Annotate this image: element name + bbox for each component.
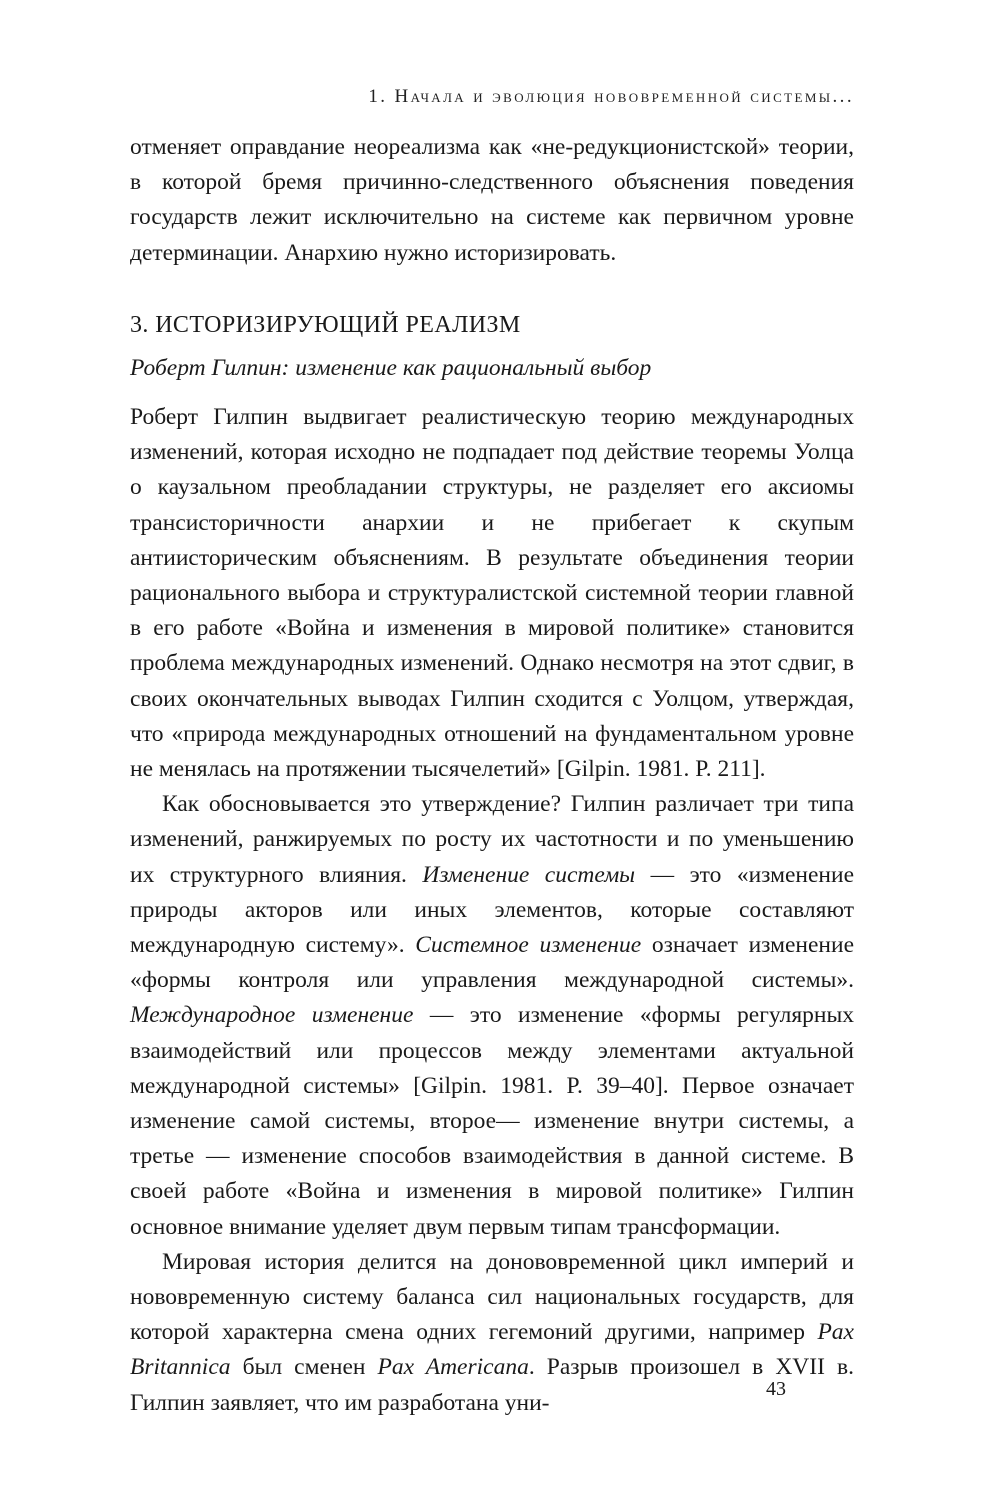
text-run: — это изменение «формы регулярных взаимодействий или процессов между элементами актуальной международной системы» [Gilpin. 1981. P. 39–40]. Первое означает изменение самой системы, второе— изменение внутри системы, а третье — изменение способов взаимодействия в данной системе. В своей работе «Война и изменения в мировой политике» Гилпин основное внимание уделяет двум первым типам трансформации. [130,1002,855,1240]
text-run: Как обосновывается это утверждение? Гилпин различает три типа изменений, ранжируемых по росту их частотности и по уменьшению их структурного влияния. [130,791,854,888]
italic-term-system-change: Изменение системы [422,861,636,888]
text-run: — это «изменение природы акторов или иных элементов, которые составляют международную систему». [130,861,855,959]
paragraph-gilpin-theory: Роберт Гилпин выдвигает реалистическую теорию международных изменений, которая исходно не подпадает под действие теоремы Уолца о каузальном преобладании структуры, не разделяет его аксиомы трансисторичности анархии и не прибегает к скупым антиисторическим объяснениям. В результате объединения теории рационального выбора и структуралистской системной теории главной в его работе «Война и изменения в мировой политике» становится проблема международных изменений. Однако несмотря на этот сдвиг, в своих окончательных выводах Гилпин сходится с Уолцом, утверждая, что «природа международных отношений на фундаментальном уровне не менялась на протяжении тысячелетий» [Gilpin. 1981. P. 211]. [130,404,854,783]
italic-term-pax-britannica: Pax Britannica [130,1319,854,1381]
text-run: Мировая история делится на донововременной цикл империй и нововременную систему баланса сил национальных государств, для которой характерна смена одних гегемоний другими, например [130,1248,854,1346]
italic-term-systemic-change: Системное изменение [415,932,642,959]
body-text [130,400,854,1421]
page-number: 43 [766,1378,786,1400]
paragraph-text: отменяет оправдание неореализма как «не-редукционистской» теории, в которой бремя причинно-следственного объяснения поведения государств лежит исключительно на системе как первичном уровне детерминации. Анархию нужно историзировать. [130,134,854,266]
italic-term-pax-americana: Pax Americana [377,1354,529,1381]
section-subheading: Роберт Гилпин: изменение как рациональный выбор [130,355,652,381]
text-run: означает изменение «формы контроля или управления международной системы». [130,932,854,994]
paragraph-world-history [130,1245,854,1421]
text-run: был сменен [230,1354,378,1381]
text-run: . Разрыв произошел в XVII в. Гилпин заявляет, что им разработана уни- [130,1354,854,1416]
paragraph-types-of-change [130,787,854,1245]
book-page [130,0,854,1499]
running-head: 1. Начала и эволюция нововременной системы... [368,86,854,107]
section-heading: 3. ИСТОРИЗИРУЮЩИЙ РЕАЛИЗМ [130,312,521,338]
continuation-paragraph [130,130,854,271]
italic-term-international-change: Международное изменение [130,1002,414,1029]
